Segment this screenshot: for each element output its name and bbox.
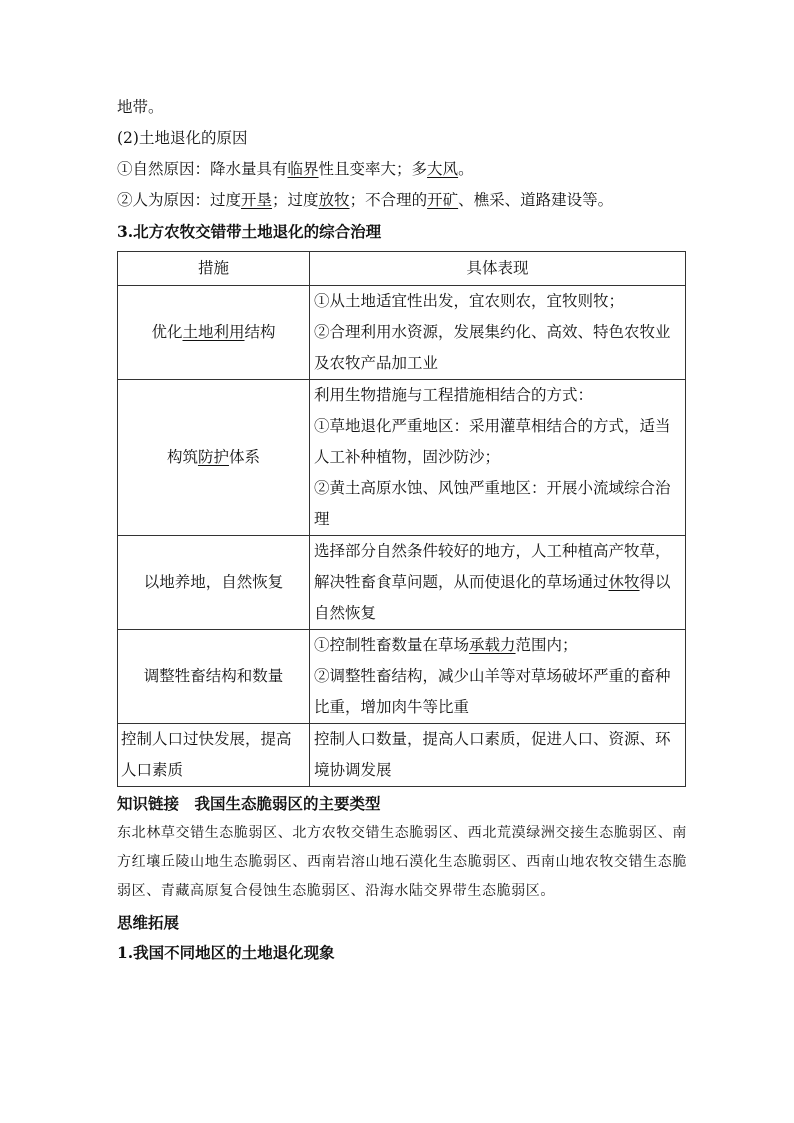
intro-line: 地带。 xyxy=(117,98,164,116)
text-segment: 结构 xyxy=(244,323,276,341)
section3-title: 3.北方农牧交错带土地退化的综合治理 xyxy=(117,222,382,241)
measure-cell xyxy=(118,380,310,536)
underlined-term: 开矿 xyxy=(427,191,459,209)
underlined-term: 休牧 xyxy=(608,573,640,591)
detail-line: 理 xyxy=(314,510,330,528)
header-measure: 措施 xyxy=(118,252,310,286)
detail-line: ②黄土高原水蚀、风蚀严重地区：开展小流域综合治 xyxy=(314,479,671,497)
text-segment: ①控制牲畜数量在草场 xyxy=(314,636,470,654)
detail-line: ①从土地适宜性出发，宜农则农，宜牧则牧； xyxy=(314,292,625,310)
detail-cell xyxy=(310,286,686,380)
document-page xyxy=(117,96,687,968)
text-segment: 体系 xyxy=(229,448,261,466)
detail-line xyxy=(314,630,682,661)
human-causes xyxy=(117,189,687,220)
natural-causes xyxy=(117,158,687,189)
text-segment: 、樵采、道路建设等。 xyxy=(458,191,614,209)
table-row xyxy=(118,286,686,380)
measure-cell xyxy=(118,724,310,787)
detail-cell xyxy=(310,380,686,536)
detail-line xyxy=(314,567,682,598)
governance-table xyxy=(117,251,686,787)
detail-line: 人工补种植物，固沙防沙； xyxy=(314,448,501,466)
table-row xyxy=(118,380,686,536)
detail-line: 控制人口数量，提高人口素质，促进人口、资源、环 xyxy=(314,730,671,748)
underlined-term: 土地利用 xyxy=(182,323,245,341)
measure-line: 人口素质 xyxy=(121,761,184,779)
measure-cell: 调整牲畜结构和数量 xyxy=(118,630,310,724)
detail-line: 选择部分自然条件较好的地方，人工种植高产牧草， xyxy=(314,542,671,560)
text-segment: 构筑 xyxy=(166,448,198,466)
underlined-term: 开垦 xyxy=(241,191,273,209)
measure-line: 控制人口过快发展，提高 xyxy=(121,730,292,748)
underlined-term: 承载力 xyxy=(469,636,516,654)
text-segment: 性且变率大；多 xyxy=(318,160,428,178)
text-segment: ②人为原因：过度 xyxy=(117,191,242,209)
detail-line: ②调整牲畜结构，减少山羊等对草场破坏严重的畜种 xyxy=(314,667,671,685)
detail-line: ①草地退化严重地区：采用灌草相结合的方式，适当 xyxy=(314,417,671,435)
underlined-term: 放牧 xyxy=(318,191,350,209)
detail-line: 自然恢复 xyxy=(314,604,377,622)
text-segment: 得以 xyxy=(639,573,671,591)
table-row xyxy=(118,630,686,724)
table-row xyxy=(118,724,686,787)
thinking-item-1: 1.我国不同地区的土地退化现象 xyxy=(117,943,335,962)
detail-line: 境协调发展 xyxy=(314,761,392,779)
measure-cell: 以地养地，自然恢复 xyxy=(118,536,310,630)
thinking-title: 思维拓展 xyxy=(117,913,180,932)
detail-line: 及农牧产品加工业 xyxy=(314,354,439,372)
underlined-term: 防护 xyxy=(197,448,229,466)
causes-title: (2)土地退化的原因 xyxy=(117,129,248,147)
detail-line: 利用生物措施与工程措施相结合的方式： xyxy=(314,386,594,404)
detail-line: ②合理利用水资源，发展集约化、高效、特色农牧业 xyxy=(314,323,671,341)
knowledge-body: 东北林草交错生态脆弱区、北方农牧交错生态脆弱区、西北荒漠绿洲交接生态脆弱区、南方红壤丘陵山地生态脆弱区、西南岩溶山地石漠化生态脆弱区、西南山地农牧交错生态脆弱区、青藏高原复合侵蚀生态脆弱区、沿海水陆交界带生态脆弱区。 xyxy=(117,825,687,899)
detail-cell xyxy=(310,630,686,724)
detail-cell xyxy=(310,724,686,787)
text-segment: ①自然原因：降水量具有 xyxy=(117,160,288,178)
text-segment: ；不合理的 xyxy=(349,191,428,209)
table-row xyxy=(118,536,686,630)
header-detail: 具体表现 xyxy=(310,252,686,286)
text-segment: 优化 xyxy=(151,323,183,341)
table-header-row xyxy=(118,252,686,286)
text-segment: 。 xyxy=(458,160,474,178)
underlined-term: 大风 xyxy=(427,160,459,178)
text-segment: 范围内； xyxy=(515,636,578,654)
detail-line: 比重，增加肉牛等比重 xyxy=(314,698,470,716)
measure-cell xyxy=(118,286,310,380)
underlined-term: 临界 xyxy=(287,160,319,178)
text-segment: 解决牲畜食草问题，从而使退化的草场通过 xyxy=(314,573,609,591)
text-segment: ；过度 xyxy=(272,191,319,209)
detail-cell xyxy=(310,536,686,630)
knowledge-title: 知识链接 我国生态脆弱区的主要类型 xyxy=(117,794,381,813)
